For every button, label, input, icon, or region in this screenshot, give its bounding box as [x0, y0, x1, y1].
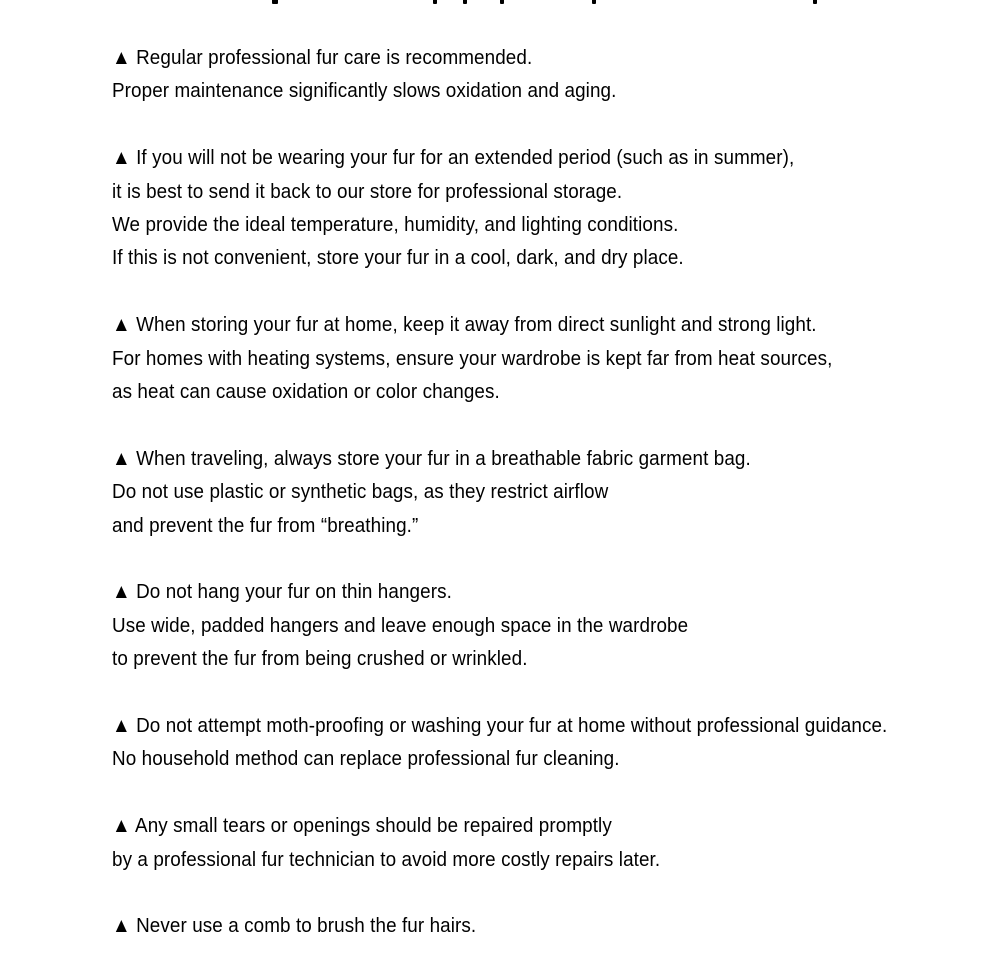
care-instructions-text-block: [112, 41, 927, 976]
care-instruction-paragraph-no-home-washing: [112, 709, 927, 776]
clipped-top-text-line: [0, 0, 1000, 6]
care-instruction-paragraph-regular-care: [112, 41, 927, 108]
care-instruction-paragraph-hangers: [112, 575, 927, 675]
paragraph-line: ▲ If you will not be wearing your fur for an extended period (such as in summer),: [112, 146, 795, 170]
paragraph-line: ▲ When storing your fur at home, keep it away from direct sunlight and strong light.: [112, 313, 817, 337]
care-instruction-paragraph-repairs: [112, 809, 927, 876]
paragraph-line: and prevent the fur from “breathing.”: [112, 513, 419, 537]
paragraph-line: ▲ Never use a comb to brush the fur hairs.: [112, 914, 477, 938]
paragraph-line: No household method can replace professional fur cleaning.: [112, 747, 620, 771]
paragraph-line: Use wide, padded hangers and leave enough space in the wardrobe: [112, 613, 689, 637]
paragraph-line: For homes with heating systems, ensure your wardrobe is kept far from heat sources,: [112, 346, 833, 370]
paragraph-line: ▲ Any small tears or openings should be repaired promptly: [112, 814, 612, 838]
paragraph-line: by a professional fur technician to avoid more costly repairs later.: [112, 847, 661, 871]
paragraph-line: ▲ Do not attempt moth-proofing or washing your fur at home without professional guidance.: [112, 714, 888, 738]
paragraph-line: ▲ When traveling, always store your fur in a breathable fabric garment bag.: [112, 446, 751, 470]
paragraph-line: We provide the ideal temperature, humidity, and lighting conditions.: [112, 213, 679, 237]
paragraph-line: to prevent the fur from being crushed or wrinkled.: [112, 647, 528, 671]
paragraph-line: If this is not convenient, store your fur in a cool, dark, and dry place.: [112, 246, 684, 270]
paragraph-line: Do not use plastic or synthetic bags, as they restrict airflow: [112, 480, 609, 504]
clipped-text-fragment: [592, 0, 596, 4]
care-instruction-paragraph-storage-offseason: [112, 141, 927, 275]
clipped-text-fragment: [272, 0, 278, 4]
clipped-text-fragment: [463, 0, 467, 4]
care-instruction-paragraph-traveling: [112, 442, 927, 542]
clipped-text-fragment: [813, 0, 817, 4]
paragraph-line: Proper maintenance significantly slows oxidation and aging.: [112, 79, 617, 103]
paragraph-line: as heat can cause oxidation or color changes.: [112, 380, 500, 404]
clipped-text-fragment: [500, 0, 504, 4]
care-instruction-paragraph-home-storage: [112, 308, 927, 408]
paragraph-line: ▲ Do not hang your fur on thin hangers.: [112, 580, 452, 604]
paragraph-line: ▲ Regular professional fur care is recommended.: [112, 46, 533, 69]
paragraph-line: it is best to send it back to our store for professional storage.: [112, 179, 623, 203]
clipped-text-fragment: [433, 0, 437, 4]
care-instruction-paragraph-no-comb: [112, 909, 927, 942]
